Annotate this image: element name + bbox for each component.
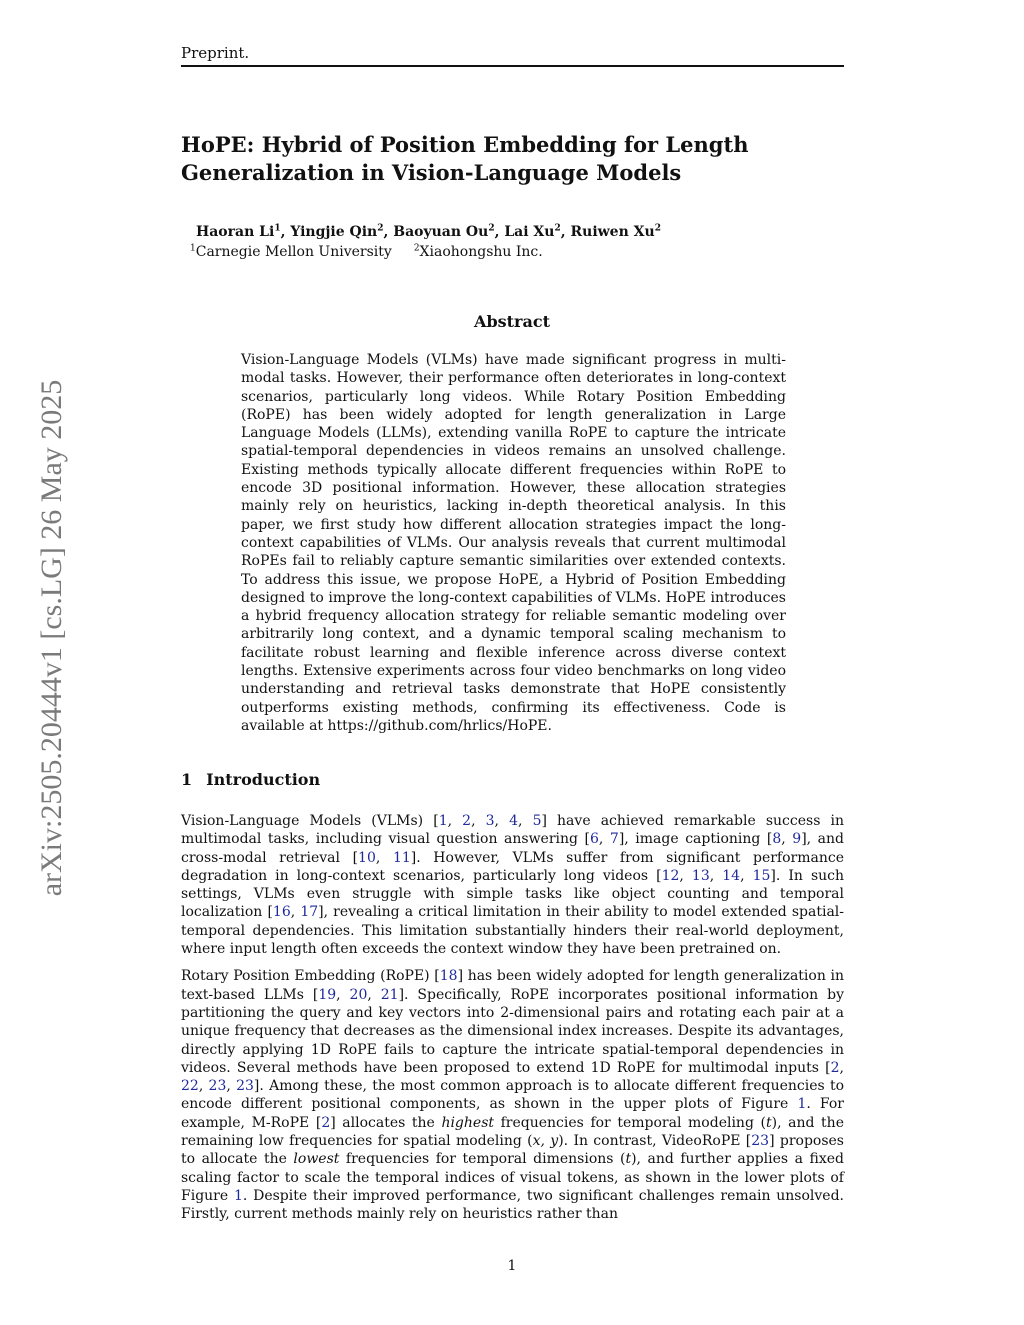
citation-link[interactable]: 3 — [485, 813, 495, 829]
citation-link[interactable]: 13 — [691, 867, 710, 884]
abstract-text: Vision-Language Models (VLMs) have made significant progress in multi-modal tasks. However, their performance often deteriorates in long-context scenarios, particularly long videos. While Rotary Position Embedding (RoPE) has been widely adopted for length generalization in Large Language Models (LLMs), extending vanilla RoPE to capture the intricate spatial-temporal dependencies in videos remains an unsolved challenge. Existing methods typically allocate different frequencies within RoPE to encode 3D positional information. However, these allocation strategies mainly rely on heuristics, lacking in-depth theoretical analysis. In this paper, we first study how different allocation strategies impact the long-context capabilities of VLMs. Our analysis reveals that current multimodal RoPEs fail to reliably capture semantic similarities over extended contexts. To address this issue, we propose HoPE, a Hybrid of Position Embedding designed to improve the long-context capabilities of VLMs. HoPE introduces a hybrid frequency allocation strategy for reliable semantic modeling over arbitrarily long context, and a dynamic temporal scaling mechanism to facilitate robust learning and flexible inference across diverse context lengths. Extensive experiments across four video benchmarks on long video understanding and retrieval tasks demonstrate that HoPE consistently outperforms existing methods, confirming its effectiveness. Code is available at https://github.com/hrlics/HoPE. — [241, 352, 786, 734]
citation-link[interactable]: 15 — [752, 867, 771, 884]
citation-link[interactable]: 2 — [462, 813, 472, 829]
citation-link[interactable]: 21 — [380, 986, 399, 1003]
emphasis: x, y — [532, 1133, 559, 1150]
arxiv-sidebar-stamp: arXiv:2505.20444v1 [cs.LG] 26 May 2025 — [35, 379, 68, 897]
page-number: 1 — [507, 1258, 517, 1274]
emphasis: highest — [441, 1114, 495, 1131]
citation-link[interactable]: 4 — [509, 813, 519, 829]
affiliation-mark: 2 — [377, 223, 384, 234]
citation-link[interactable]: 1 — [797, 1096, 807, 1113]
citation-link[interactable]: 14 — [722, 867, 741, 884]
citation-link[interactable]: 1 — [438, 813, 448, 829]
section-title: Introduction — [206, 770, 321, 789]
section-number: 1 — [181, 770, 193, 789]
author-name: Haoran Li — [196, 224, 275, 240]
section-heading — [181, 770, 320, 789]
affiliation-mark: 2 — [488, 223, 495, 234]
affiliation-mark: 1 — [274, 223, 281, 234]
abstract-heading: Abstract — [474, 312, 550, 331]
citation-link[interactable]: 2 — [321, 1114, 331, 1131]
running-header: Preprint. — [181, 44, 250, 62]
citation-link[interactable]: 20 — [349, 986, 368, 1003]
affiliation-mark: 2 — [554, 223, 561, 234]
paper-title: HoPE: Hybrid of Position Embedding for Length Generalization in Vision-Language Models — [181, 132, 749, 185]
author-name: Yingjie Qin — [290, 224, 378, 240]
author-list: Haoran Li$^1$, Yingjie Qin$^2$, Baoyuan Ou$^2$, Lai Xu$^2$, Ruiwen Xu$^2$ — [196, 223, 661, 240]
intro-paragraph-2: Rotary Position Embedding (RoPE) [18] has been widely adopted for length generalization in text-based LLMs [19, 20, 21]. Specifically, RoPE incorporates positional information by partitioning the query and key vectors into 2-dimensional pairs and rotating each pair at a unique frequency that decreases as the dimensional index increases. Despite its advantages, directly applying 1D RoPE fails to capture the intricate spatial-temporal dependencies in videos. Several methods have been proposed to extend 1D RoPE for multimodal inputs [2, 22, 23, 23]. Among these, the most common approach is to allocate different frequencies to encode different positional components, as shown in the upper plots of Figure 1. For example, M-RoPE [2] allocates the highest frequencies for temporal modeling (t), and the remaining low frequencies for spatial modeling (x, y). In contrast, VideoRoPE [23] proposes to allocate the lowest frequencies for temporal dimensions (t), and further applies a fixed scaling factor to scale the temporal indices of visual tokens, as shown in the lower plots of Figure 1. Despite their improved performance, two significant challenges remain unsolved. Firstly, current methods mainly rely on heuristics rather than — [181, 968, 844, 1223]
citation-link[interactable]: 1 — [233, 1187, 243, 1204]
citation-link[interactable]: 9 — [792, 831, 802, 848]
citation-link[interactable]: 2 — [830, 1059, 840, 1076]
affiliation-list — [190, 244, 543, 260]
affiliation-item: $^1$Carnegie Mellon University — [190, 243, 392, 260]
citation-link[interactable]: 17 — [300, 904, 319, 921]
header-rule — [181, 65, 844, 67]
author-name: Lai Xu — [504, 224, 555, 240]
citation-link[interactable]: 19 — [318, 986, 337, 1003]
citation-link[interactable]: 23 — [208, 1078, 227, 1095]
citation-link[interactable]: 5 — [532, 813, 542, 829]
citation-link[interactable]: 8 — [772, 831, 782, 848]
emphasis: lowest — [293, 1151, 340, 1168]
citation-link[interactable]: 16 — [272, 904, 291, 921]
citation-link[interactable]: 10 — [358, 849, 376, 866]
affiliation-item: $^2$Xiaohongshu Inc. — [413, 243, 543, 260]
emphasis: t — [625, 1151, 632, 1168]
citation-link[interactable]: 6 — [590, 831, 599, 848]
citation-link[interactable]: 23 — [236, 1078, 254, 1095]
emphasis: t — [765, 1114, 772, 1131]
citation-link[interactable]: 12 — [661, 867, 680, 884]
author-name: Baoyuan Ou — [393, 224, 489, 240]
citation-link[interactable]: 23 — [751, 1133, 770, 1150]
citation-link[interactable]: 22 — [181, 1078, 199, 1095]
affiliation-mark: 2 — [654, 223, 661, 234]
introduction-body — [181, 812, 844, 1233]
intro-paragraph-1: Vision-Language Models (VLMs) [1, 2, 3, 4, 5] have achieved remarkable success in multimodal tasks, including visual question answering [6, 7], image captioning [8, 9], and cross-modal retrieval [10, 11]. However, VLMs suffer from significant performance degradation in long-context scenarios, particularly long videos [12, 13, 14, 15]. In such settings, VLMs even struggle with simple tasks like object counting and temporal localization [16, 17], revealing a critical limitation in their ability to model extended spatial-temporal dependencies. This limitation substantially hinders their real-world deployment, where input length often exceeds the context window they have been pretrained on. — [181, 813, 845, 958]
author-name: Ruiwen Xu — [570, 224, 655, 240]
citation-link[interactable]: 7 — [609, 831, 619, 848]
citation-link[interactable]: 18 — [439, 968, 458, 985]
citation-link[interactable]: 11 — [392, 849, 411, 866]
